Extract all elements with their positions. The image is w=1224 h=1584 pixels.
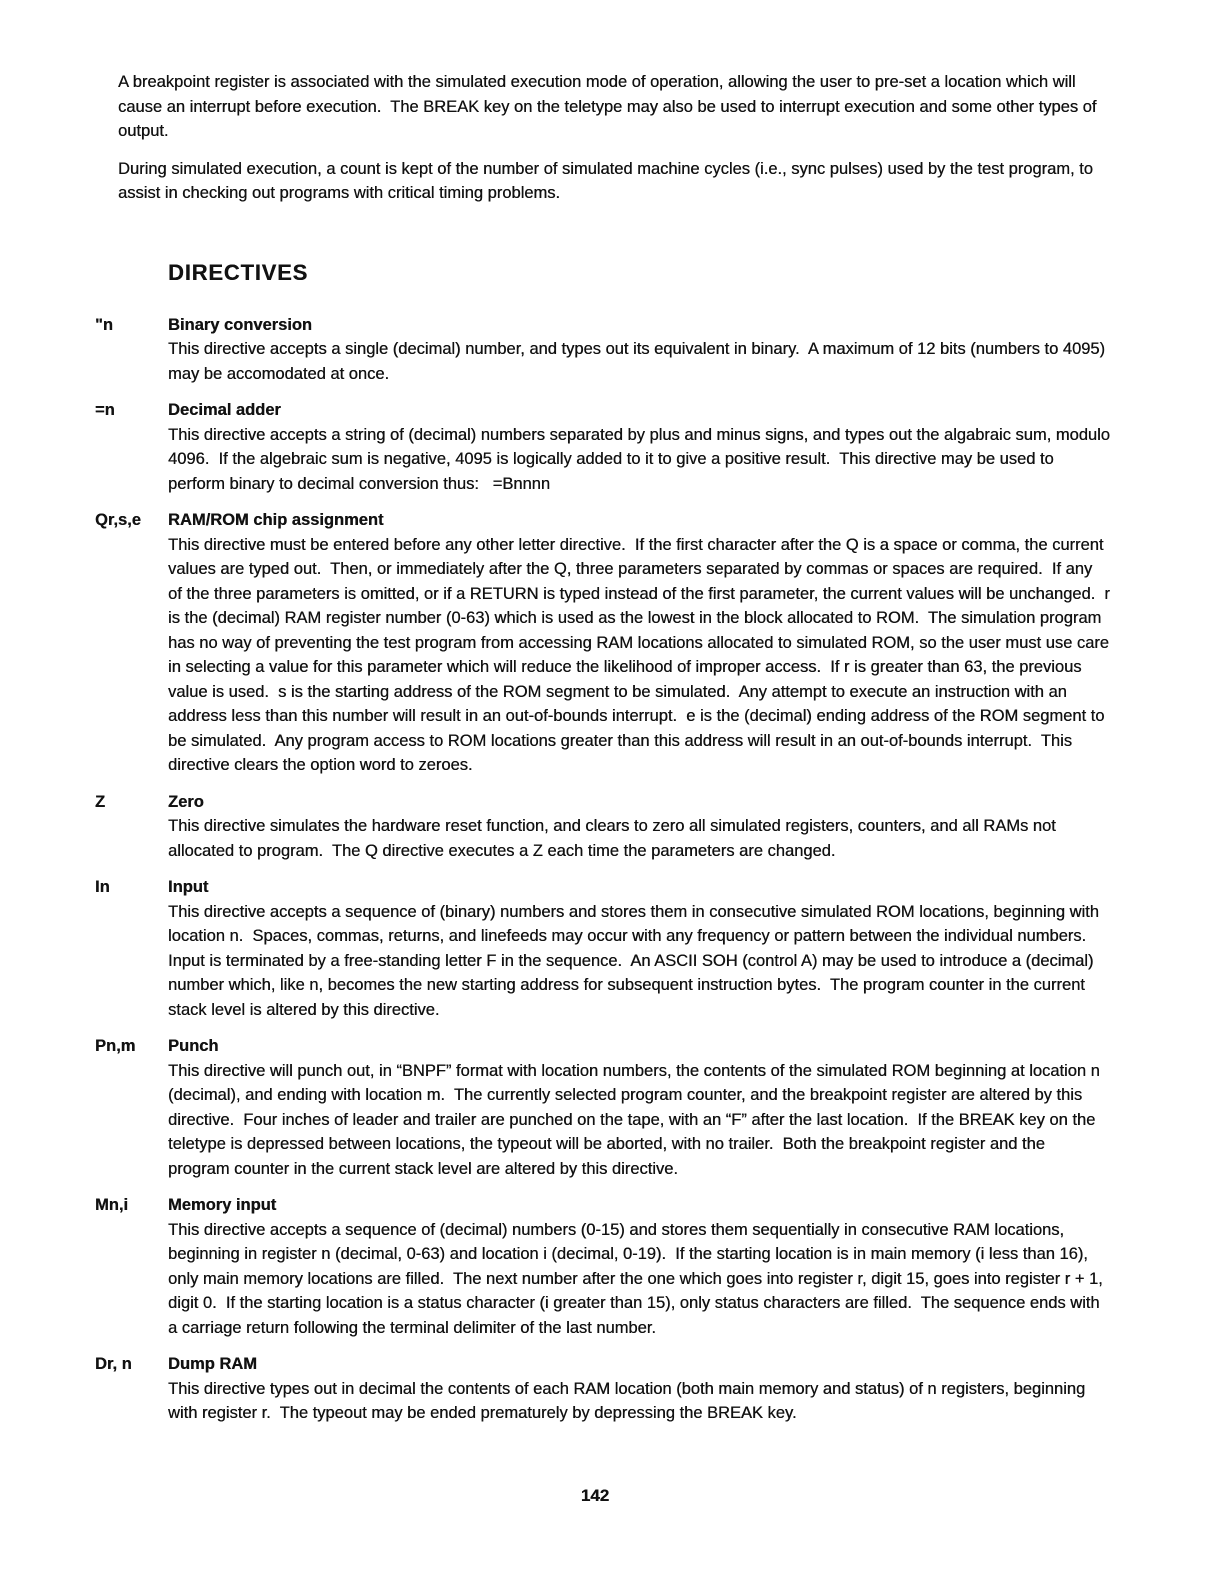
directive-term: Mn,i bbox=[95, 1196, 128, 1214]
directive-definition bbox=[168, 790, 1110, 864]
directive-body: This directive accepts a sequence of (decimal) numbers (0-15) and stores them sequentially in consecutive RAM locations, beginning in register n (decimal, 0-63) and location i (decimal, 0-19). If the starting location is in main memory (i less than 16), only main memory locations are filled. The next number after the one which goes into register r, digit 15, goes into register r + 1, digit 0. If the starting location is a status character (i greater than 15), only status characters are filled. The sequence ends with a carriage return following the terminal delimiter of the last number. bbox=[168, 1220, 1108, 1337]
directive-title: Binary conversion bbox=[168, 315, 312, 334]
directive-entry-memory-input bbox=[95, 1193, 1110, 1340]
directive-body: This directive accepts a single (decimal) number, and types out its equivalent in binary. A maximum of 12 bits (numbers to 4095) may be accomodated at once. bbox=[168, 340, 1110, 383]
directive-title: Memory input bbox=[168, 1196, 277, 1214]
directive-definition bbox=[168, 1034, 1110, 1181]
directive-definition bbox=[168, 313, 1110, 387]
directive-definition bbox=[168, 508, 1115, 778]
directive-term: Dr, n bbox=[95, 1355, 132, 1373]
directive-body: This directive must be entered before any other letter directive. If the first character after the Q is a space or comma, the current values are typed out. Then, or immediately after the Q, three parameters separated by commas or spaces are required. If any of the three parameters is omitted, or if a RETURN is typed instead of the first parameter, the current values will be unchanged. r is the (decimal) RAM register number (0-63) which is used as the lowest in the block allocated to ROM. The simulation program has no way of preventing the test program from accessing RAM locations allocated to simulated ROM, so the user must use care in selecting a value for this parameter which will reduce the likelihood of improper access. If r is greater than 63, the previous value is used. s is the starting address of the ROM segment to be simulated. Any attempt to execute an instruction with an address less than this number will result in an out-of-bounds interrupt. e is the (decimal) ending address of the ROM segment to be simulated. Any program access to ROM locations greater than this address will result in an out-of-bounds interrupt. This directive clears the option word to zeroes. bbox=[168, 535, 1115, 774]
intro-paragraph: A breakpoint register is associated with the simulated execution mode of operation, allowing the user to pre-set a location which will cause an interrupt before execution. The BREAK key on the teletype may also be used to interrupt execution and some other types of output. bbox=[118, 73, 1101, 140]
directive-term: Z bbox=[95, 792, 106, 811]
intro-paragraph: During simulated execution, a count is kept of the number of simulated machine cycles (i.e., sync pulses) used by the test program, to assist in checking out programs with critical timing problems. bbox=[118, 159, 1098, 202]
directive-entry-dump-ram bbox=[95, 1352, 1110, 1426]
directive-term: In bbox=[95, 878, 110, 896]
directive-term: Pn,m bbox=[95, 1037, 136, 1055]
section-title-directives: DIRECTIVES bbox=[168, 259, 309, 285]
directive-term: Qr,s,e bbox=[95, 511, 141, 529]
directive-body: This directive will punch out, in “BNPF” format with location numbers, the contents of the simulated ROM beginning at location n (decimal), and ending with location m. The currently selected program counter, and the breakpoint register are altered by this directive. Four inches of leader and trailer are punched on the tape, with an “F” after the last location. If the BREAK key on the teletype is depressed between locations, the typeout will be aborted, with no trailer. Both the breakpoint register and the program counter in the current stack level are altered by this directive. bbox=[168, 1061, 1105, 1178]
directive-body: This directive types out in decimal the contents of each RAM location (both main memory and status) of n registers, beginning with register r. The typeout may be ended prematurely by depressing the BREAK key. bbox=[168, 1379, 1090, 1422]
intro-section bbox=[118, 70, 1106, 206]
directive-definition bbox=[168, 1193, 1110, 1340]
directive-definition bbox=[168, 398, 1115, 496]
directive-title: Input bbox=[168, 878, 209, 896]
directive-entry-ram-rom-chip-assignment bbox=[95, 508, 1115, 778]
directive-entry-punch bbox=[95, 1034, 1110, 1181]
directive-term: "n bbox=[95, 315, 113, 334]
directive-definition bbox=[168, 875, 1110, 1022]
directive-entry-zero bbox=[95, 790, 1110, 864]
directive-title: Zero bbox=[168, 792, 204, 811]
directive-title: Dump RAM bbox=[168, 1355, 257, 1373]
directive-title: RAM/ROM chip assignment bbox=[168, 511, 384, 529]
page-number: 142 bbox=[580, 1486, 610, 1505]
directive-body: This directive accepts a sequence of (binary) numbers and stores them in consecutive simulated ROM locations, beginning with location n. Spaces, commas, returns, and linefeeds may occur with any frequency or pattern between the individual numbers. Input is terminated by a free-standing letter F in the sequence. An ASCII SOH (control A) may be used to introduce a (decimal) number which, like n, becomes the new starting address for subsequent instruction bytes. The program counter in the current stack level is altered by this directive. bbox=[168, 902, 1104, 1019]
directive-term: =n bbox=[95, 401, 115, 419]
directive-definition bbox=[168, 1352, 1110, 1426]
directive-body: This directive simulates the hardware reset function, and clears to zero all simulated registers, counters, and all RAMs not allocated to program. The Q directive executes a Z each time the parameters are changed. bbox=[168, 817, 1061, 860]
directive-title: Punch bbox=[168, 1037, 219, 1055]
directive-entry-decimal-adder bbox=[95, 398, 1115, 496]
directive-entry-binary-conversion bbox=[95, 313, 1110, 387]
directive-entry-input bbox=[95, 875, 1110, 1022]
directive-body: This directive accepts a string of (decimal) numbers separated by plus and minus signs, and types out the algabraic sum, modulo 4096. If the algebraic sum is negative, 4095 is logically added to it to give a positive result. This directive may be used to perform binary to decimal conversion thus: =Bnnnn bbox=[168, 425, 1115, 493]
directive-title: Decimal adder bbox=[168, 401, 281, 419]
